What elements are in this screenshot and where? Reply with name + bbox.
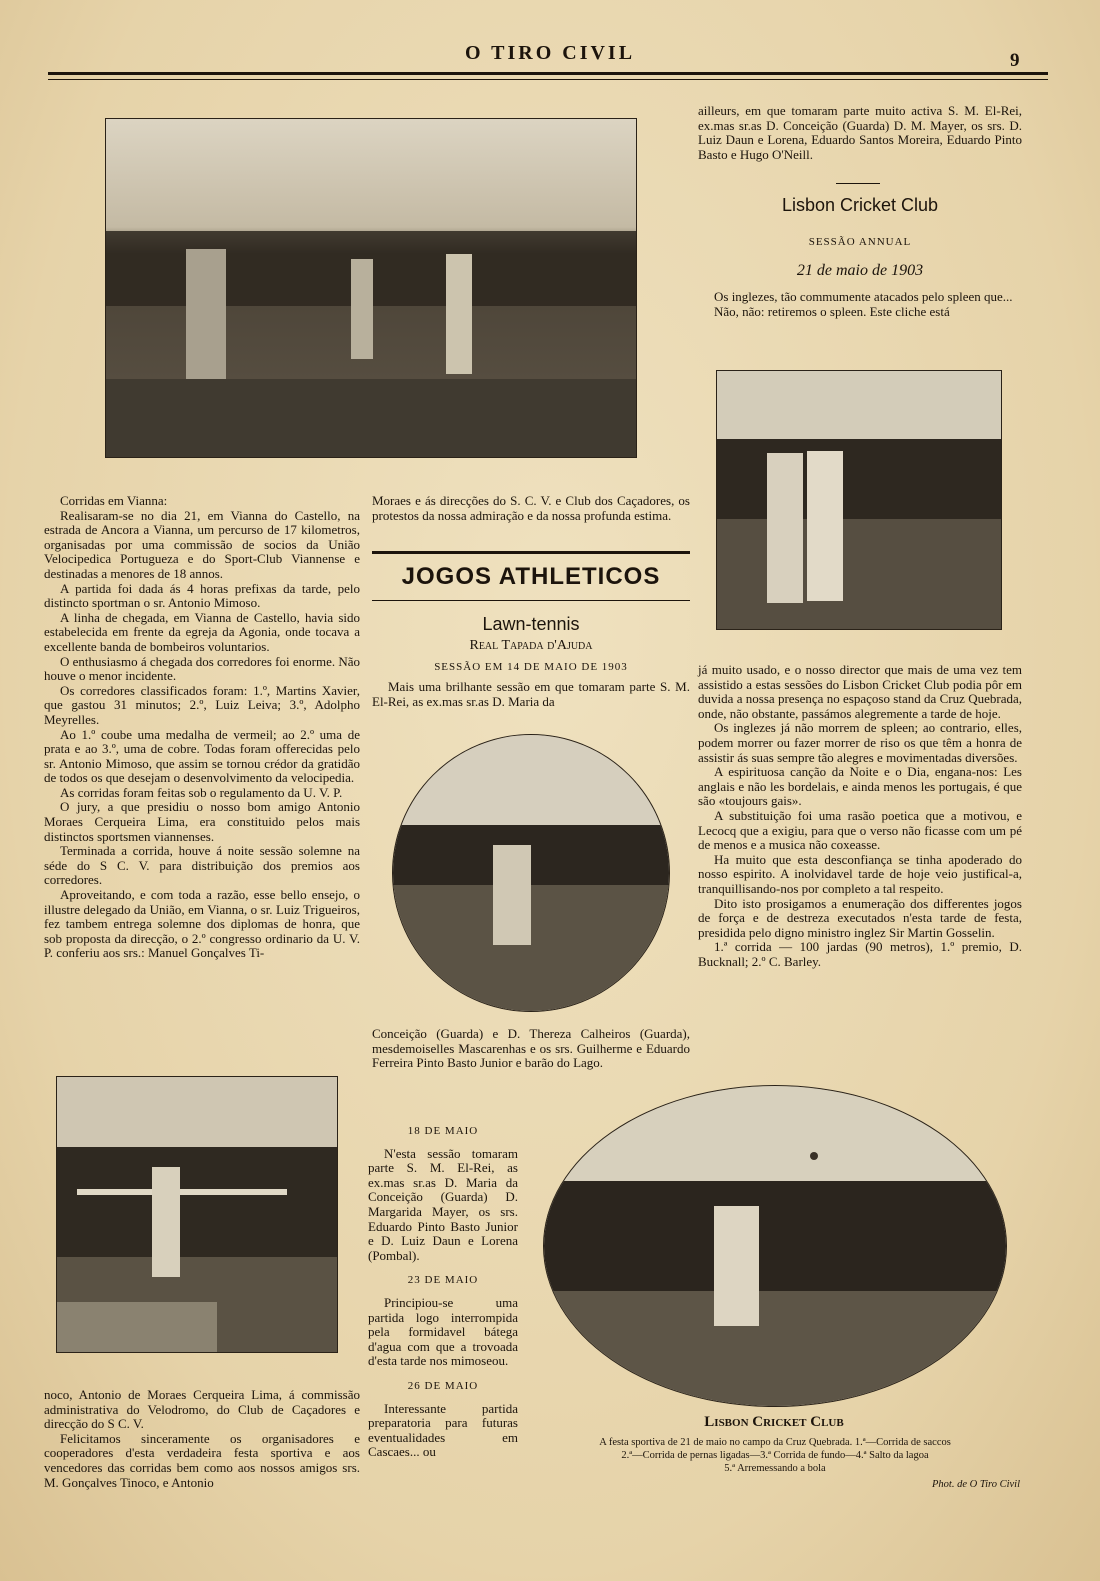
vianna-paragraph: Realisaram-se no dia 21, em Vianna do Castello, na estrada de Ancora a Vianna, um percurso de 17 kilometros, organisadas por uma commissão de socios da União Velocipedica Portugueza e do Sport-Club Viannense e destinadas a menores de 18 annos. (44, 507, 360, 581)
session-date: 23 DE MAIO (407, 1274, 479, 1287)
vianna-paragraph: Aproveitando, e com toda a razão, esse bello ensejo, o illustre delegado da União, em Vianna, o sr. Luiz Trigueiros, fez tambem entrega solemne dos diplomas de honra, que sob proposta da direcção, o 2.º congresso ordinario da U. V. P. conferiu aos srs.: Manuel Gonçalves Ti- (44, 887, 360, 961)
caption-line: 2.ª—Corrida de pernas ligadas—3.ª Corrida de fundo—4.ª Salto da lagoa (621, 1450, 929, 1461)
vianna-continued-paragraph: Felicitamos sinceramente os organisadores e cooperadores d'esta verdadeira festa sportiva e aos vencedores das corridas bem como aos nossos amigos srs. M. Gonçalves Tinoco, e Antonio (44, 1430, 360, 1490)
caption-line: A festa sportiva de 21 de maio no campo da Cruz Quebrada. 1.ª—Corrida de saccos (599, 1437, 951, 1448)
cricket-date: 21 de maio de 1903 (796, 262, 924, 279)
jogos-sessions (368, 1124, 518, 1460)
article-vianna-continued (44, 1388, 360, 1490)
photo-vianna-race (105, 118, 637, 458)
cricket-body (698, 663, 1022, 969)
session-date: 26 DE MAIO (407, 1379, 479, 1392)
vianna-continuation-text: Moraes e ás direcções do S. C. V. e Club dos Caçadores, os protestos da nossa admiração e da nossa profunda estima. (372, 493, 690, 523)
cricket-text: A espirituosa canção da Noite e o Dia, engana-nos: Les anglais e não les bordelais, e ainda menos les portugais, é que são «toujours gais». (698, 764, 1022, 809)
vianna-heading: Corridas em Vianna: (60, 493, 168, 508)
cricket-text: Ha muito que esta desconfiança se tinha apoderado do nosso espirito. A inolvidavel tarde de hoje veio justifical-a, tranquillisando-nos por completo a tal respeito. (698, 851, 1022, 896)
section-rule (372, 551, 690, 554)
jogos-paragraph (372, 680, 690, 709)
session-text: Interessante partida preparatoria para futuras eventualidades em Cascaes... ou (368, 1400, 518, 1460)
cricket-text: Dito isto prosigamos a enumeração dos differentes jogos de força e de destreza executados n'esta tarde de festa, presidida pelo digno ministro inglez Sir Martin Gosselin. (698, 895, 1022, 940)
vianna-paragraph: Terminada a corrida, houve á noite sessão solemne na séde do S C. V. para distribuição dos premios aos corredores. (44, 843, 360, 888)
vianna-paragraph: As corridas foram feitas sob o regulamento da U. V. P. (60, 784, 343, 800)
photo-water-jump (56, 1076, 338, 1353)
session-text: Principiou-se uma partida logo interrompida pela formidavel bátega d'agua com que a trovoada d'esta tarde nos mimoseou. (368, 1294, 518, 1369)
masthead-title: O TIRO CIVIL (464, 42, 636, 64)
vianna-paragraph: O enthusiasmo á chegada dos corredores foi enorme. Não houve o menor incidente. (44, 653, 360, 684)
lawn-tennis-venue: Real Tapada d'Ajuda (469, 638, 593, 653)
caption-line: 5.ª Arremessando a bola (724, 1463, 826, 1474)
session-text: N'esta sessão tomaram parte S. M. El-Rei, as ex.mas sr.as D. Maria da Conceição (Guarda) D. Margarida Mayer, os srs. Eduardo Pinto Basto Junior e D. Luiz Daun e Lorena (Pombal). (368, 1145, 518, 1263)
vianna-continued-paragraph: noco, Antonio de Moraes Cerqueira Lima, á commissão administrativa do Velodromo, do Club de Caçadores e direcção do S C. V. (44, 1387, 360, 1432)
section-rule (836, 183, 880, 184)
masthead-rule-thin (48, 79, 1048, 80)
photo-ball-throw (543, 1085, 1007, 1407)
photo-three-legged-race (716, 370, 1002, 630)
cricket-text: Os inglezes, tão commumente atacados pelo spleen que... (714, 289, 1013, 304)
vianna-continuation-top (372, 494, 690, 523)
cricket-text: Não, não: retiremos o spleen. Este cliche está (714, 303, 950, 319)
article-vianna (44, 494, 360, 961)
page-number: 9 (1010, 50, 1020, 71)
cricket-title: Lisbon Cricket Club (781, 195, 939, 215)
photo-credit: Phot. de O Tiro Civil (932, 1479, 1020, 1490)
caption-text (530, 1436, 1020, 1475)
caption-title: Lisbon Cricket Club (704, 1414, 844, 1430)
cricket-text: A substituição foi uma rasão poetica que a motivou, e Lecocq que a exigiu, para que o verso não ficasse com um pé de menos e a musica não coxeasse. (698, 807, 1022, 853)
cricket-text: 1.ª corrida — 100 jardas (90 metros), 1.º premio, D. Bucknall; 2.º C. Barley. (698, 939, 1022, 969)
jogos-text: Mais uma brilhante sessão em que tomaram parte S. M. El-Rei, as ex.mas sr.as D. Maria da (372, 679, 690, 709)
cricket-text: Os inglezes já não morrem de spleen; ao contrario, elles, podem morrer ou fazer morrer de riso os que têm a honra de assistir ás suas sempre tão alegres e movimentadas diversões. (698, 720, 1022, 765)
jogos-title: JOGOS ATHLETICOS (401, 563, 661, 590)
photo-tennis-runner (392, 734, 670, 1012)
vianna-paragraph: Ao 1.º coube uma medalha de vermeil; ao 2.º uma de prata e ao 3.º, uma de cobre. Todas foram offerecidas pelo sr. Antonio Mimoso, que assim se tornou crédor da gratidão de todos os que desejam o desenvolvimento da velocipedia. (44, 726, 360, 786)
session-date: SESSÃO EM 14 DE MAIO DE 1903 (434, 661, 628, 673)
vianna-paragraph: A partida foi dada ás 4 horas prefixas da tarde, pelo distincto sportman o sr. Antonio Mimoso. (44, 580, 360, 611)
masthead-rule (48, 72, 1048, 75)
jogos-text: Conceição (Guarda) e D. Thereza Calheiros (Guarda), mesdemoiselles Mascarenhas e os srs. Guilherme e Eduardo Ferreira Pinto Basto Junior e barão do Lago. (372, 1026, 690, 1071)
cricket-top (698, 104, 1022, 162)
section-rule-thin (372, 600, 690, 601)
vianna-paragraph: O jury, a que presidiu o nosso bom amigo Antonio Moraes Cerqueira Lima, era constituido pelos mais distinctos sportsmen viannenses. (44, 799, 360, 844)
cricket-text: já muito usado, e o nosso director que mais de uma vez tem assistido a estas sessões do Lisbon Cricket Club podia pôr em duvida a nossa presença no espaçoso stand da Cruz Quebrada, onde, não obstante, passámos alegremente a tarde de hoje. (698, 662, 1022, 721)
vianna-paragraph: A linha de chegada, em Vianna de Castello, havia sido estabelecida em frente da egreja da Agonia, onde tocava a excellente banda de bombeiros voluntarios. (44, 609, 360, 654)
lawn-tennis-subtitle: Lawn-tennis (482, 614, 580, 634)
cricket-intro (698, 290, 1022, 319)
cricket-text: ailleurs, em que tomaram parte muito activa S. M. El-Rei, ex.mas sr.as D. Conceição (Guarda) D. M. Mayer, os srs. D. Luiz Daun e Lorena, Eduardo Santos Moreira, Eduardo Pinto Basto e Hugo O'Neill. (698, 103, 1022, 162)
cricket-session: SESSÃO ANNUAL (808, 236, 912, 248)
session-date: 18 DE MAIO (407, 1125, 479, 1137)
jogos-paragraph-continued (372, 1027, 690, 1071)
vianna-paragraph: Os corredores classificados foram: 1.º, Martins Xavier, que gastou 31 minutos; 2.º, Luiz Leiva; 3.º, Adolpho Meyrelles. (44, 682, 360, 727)
